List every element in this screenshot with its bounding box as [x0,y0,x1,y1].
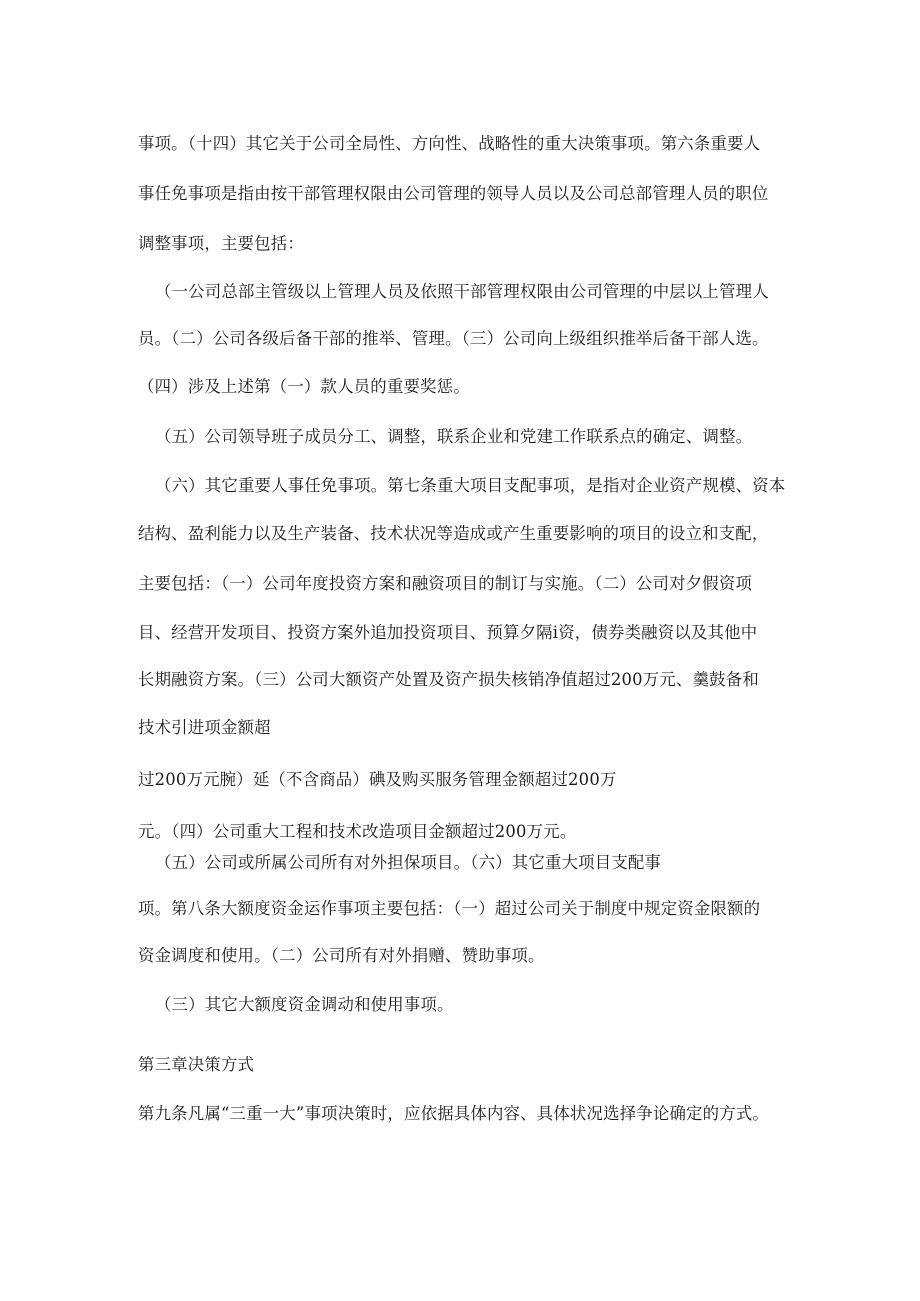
text-line: 元。（四）公司重大工程和技术改造项目金额超过200万元。 [138,822,577,841]
text-line: 结构、盈利能力以及生产装备、技术状况等造成或产生重要影响的项目的设立和支配， [138,524,769,543]
text-line: 技术引进项金额超 [138,718,271,737]
text-line: 事任免事项是指由按干部管理权限由公司管理的领导人员以及公司总部管理人员的职位 [138,184,769,203]
text-line: 资金调度和使用。（二）公司所有对外捐赠、赞助事项。 [138,946,545,965]
text-line: 事项。（十四）其它关于公司全局性、方向性、战略性的重大决策事项。第六条重要人 [138,134,761,153]
text-line: （一公司总部主管级以上管理人员及依照干部管理权限由公司管理的中层以上管理人 [155,282,769,301]
text-line: 主要包括：（一）公司年度投资方案和融资项目的制订与实施。（二）公司对夕假资项 [138,574,753,593]
text-line: 项。第八条大额度资金运作事项主要包括：（一）超过公司关于制度中规定资金限额的 [138,899,761,918]
text-line: 目、经营开发项目、投资方案外追加投资项目、预算夕隔i资，债券类融资以及其他中 [138,623,758,642]
text-line: 长期融资方案。（三）公司大额资产处置及资产损失核销净值超过200万元、羹鼓备和 [138,670,759,689]
section-heading: 第三章决策方式 [138,1055,255,1074]
text-line: 调整事项，主要包括： [138,234,304,253]
text-line: （四）涉及上述第（一）款人员的重要奖惩。 [138,377,470,396]
text-line: （五）公司领导班子成员分工、调整，联系企业和党建工作联系点的确定、调整。 [155,427,753,446]
text-line: 第九条凡属“三重一大”事项决策时，应依据具体内容、具体状况选择争论确定的方式。 [138,1104,770,1123]
text-line: 过200万元腕）延（不含商品）碘及购买服务管理金额超过200万 [138,770,617,789]
text-line: 员。（二）公司各级后备干部的推举、管理。（三）公司向上级组织推举后备干部人选。 [138,329,769,348]
text-line: （三）其它大额度资金调动和使用事项。 [155,995,454,1014]
text-line: （五）公司或所属公司所有对外担保项目。（六）其它重大项目支配事 [155,853,662,872]
text-line: （六）其它重要人事任免事项。第七条重大项目支配事项，是指对企业资产规模、资本 [155,476,786,495]
